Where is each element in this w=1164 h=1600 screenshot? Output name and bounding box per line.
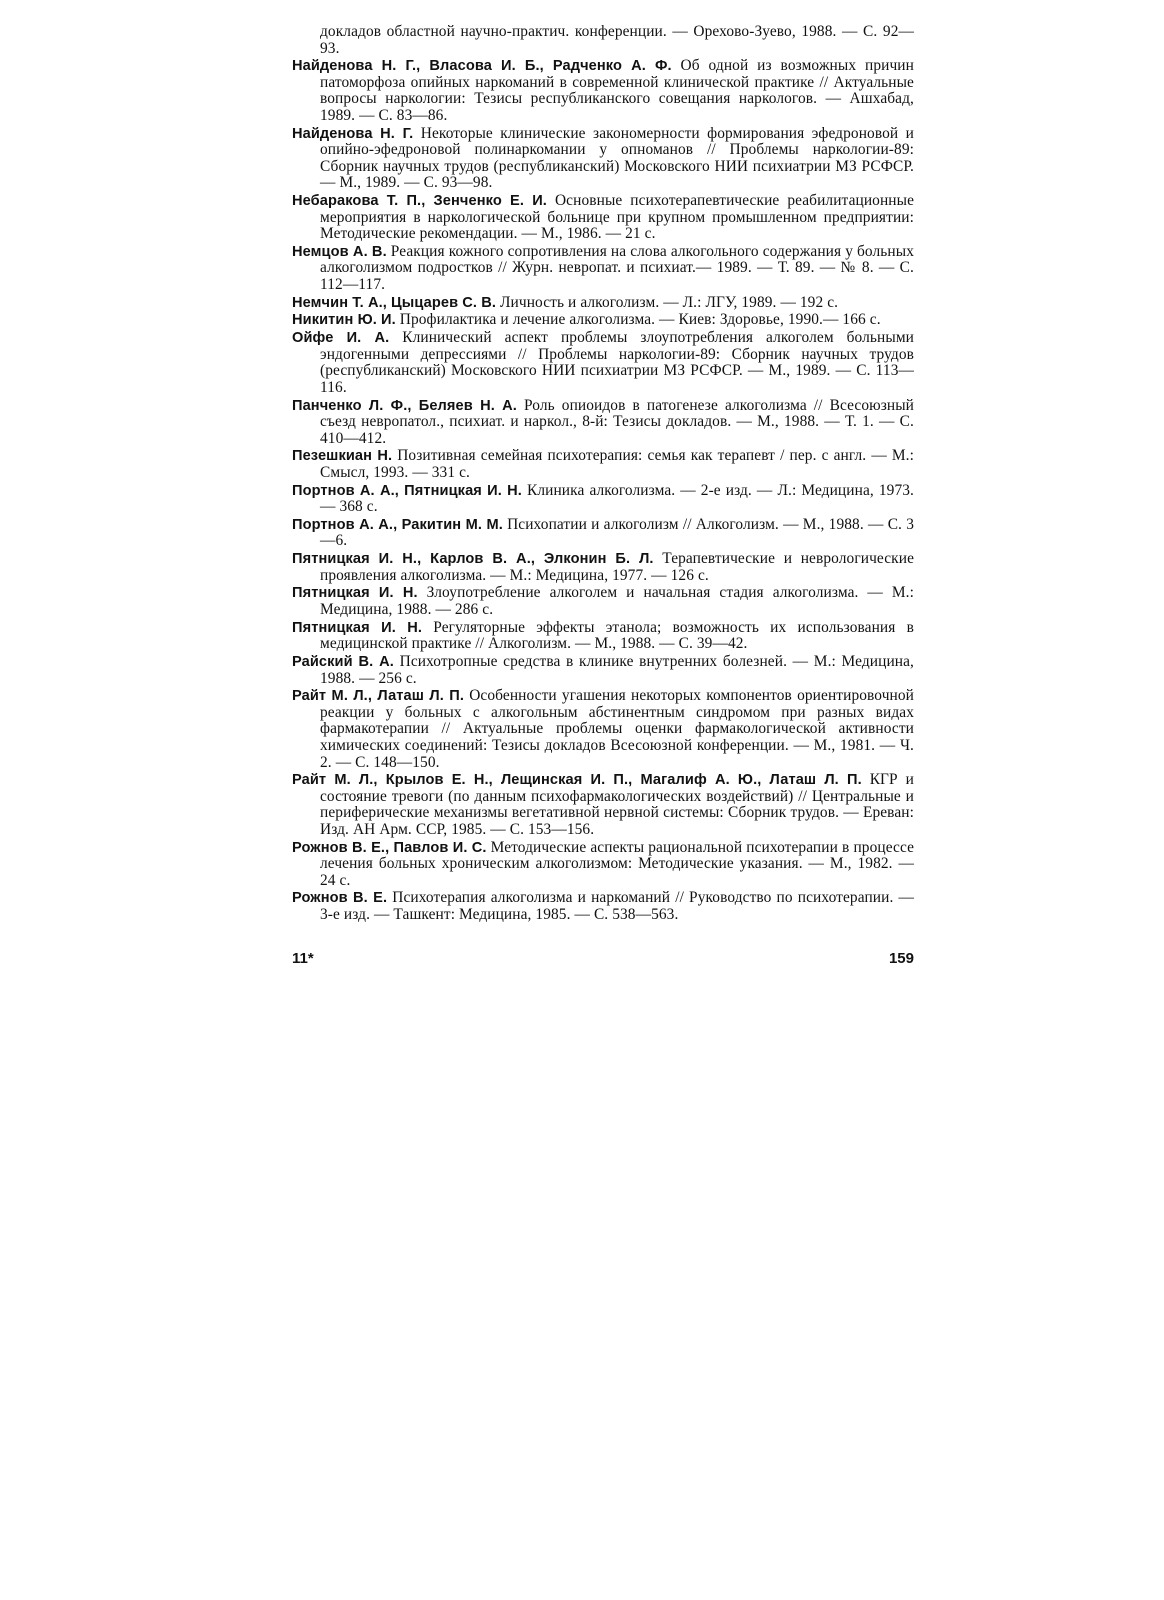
entry-author: Пятницкая И. Н. xyxy=(292,585,418,602)
entry-author: Немцов А. В. xyxy=(292,243,387,260)
bibliography-entry xyxy=(292,551,914,584)
entry-author: Райт М. Л., Крылов Е. Н., Лещинская И. П., Магалиф А. Ю., Латаш Л. П. xyxy=(292,772,862,789)
bibliography-entry xyxy=(292,772,914,838)
bibliography-entry xyxy=(292,312,914,329)
entry-author: Найденова Н. Г. xyxy=(292,125,414,142)
entry-author: Портнов А. А., Ракитин М. М. xyxy=(292,516,503,533)
bibliography-entries xyxy=(292,58,914,923)
bibliography-entry xyxy=(292,517,914,550)
bibliography-list xyxy=(292,24,914,925)
entry-author: Райт М. Л., Латаш Л. П. xyxy=(292,688,465,705)
entry-author: Найденова Н. Г., Власова И. Б., Радченко А. Ф. xyxy=(292,58,672,75)
entry-author: Рожнов В. Е., Павлов И. С. xyxy=(292,839,487,856)
entry-author: Пезешкиан Н. xyxy=(292,448,393,465)
entry-text: Роль опиоидов в патогенезе алкоголизма // Всесоюзный съезд невропатол., психиат. и наркол., 8-й: Тезисы докладов. — М., 1988. — Т. 1. — С. 410—412. xyxy=(320,396,915,447)
bibliography-entry xyxy=(292,585,914,618)
entry-author: Пятницкая И. Н., Карлов В. А., Элконин Б. Л. xyxy=(292,551,654,568)
bibliography-entry xyxy=(292,483,914,516)
entry-text: Личность и алкоголизм. — Л.: ЛГУ, 1989. — 192 с. xyxy=(500,293,839,311)
entry-text: КГР и состояние тревоги (по данным психофармакологических воздействий) // Центральные и периферические механизмы вегетативной нервной системы: Сборник трудов. — Ереван: Изд. АН Арм. ССР, 1985. — С. 153—156. xyxy=(320,771,914,838)
entry-author: Никитин Ю. И. xyxy=(292,312,396,329)
entry-text: Позитивная семейная психотерапия: семья как терапевт / пер. с англ. — М.: Смысл, 1993. — 331 с. xyxy=(320,447,914,481)
bibliography-entry xyxy=(292,448,914,481)
entry-text: Злоупотребление алкоголем и начальная стадия алкоголизма. — М.: Медицина, 1988. — 286 с. xyxy=(320,584,915,619)
entry-text: Профилактика и лечение алкоголизма. — Киев: Здоровье, 1990.— 166 с. xyxy=(399,311,881,329)
page-footer xyxy=(292,950,914,972)
entry-author: Пятницкая И. Н. xyxy=(292,619,423,636)
bibliography-entry xyxy=(292,620,914,653)
signature-mark: 11* xyxy=(292,950,314,967)
entry-text: Психотропные средства в клинике внутренних болезней. — М.: Медицина, 1988. — 256 с. xyxy=(320,653,914,687)
entry-text: Особенности угашения некоторых компонентов ориентировочной реакции у больных с алкогольным абстинентным синдромом при разных видах фармакотерапии // Актуальные проблемы оценки фармакологической активности химических соединений: Тезисы докладов Всесоюзной конференции. — М., 1981. — Ч. 2. — С. 148—150. xyxy=(320,687,915,771)
entry-text: Регуляторные эффекты этанола; возможность их использования в медицинской практике // Алкоголизм. — М., 1988. — С. 39—42. xyxy=(320,618,915,653)
entry-author: Райский В. А. xyxy=(292,654,394,671)
bibliography-entry xyxy=(292,126,914,192)
entry-author: Ойфе И. А. xyxy=(292,330,390,347)
bibliography-entry xyxy=(292,295,914,312)
bibliography-entry xyxy=(292,193,914,243)
entry-author: Панченко Л. Ф., Беляев Н. А. xyxy=(292,397,517,414)
page-number: 159 xyxy=(888,950,914,967)
bibliography-entry xyxy=(292,840,914,890)
bibliography-entry xyxy=(292,330,914,396)
entry-author: Портнов А. А., Пятницкая И. Н. xyxy=(292,482,522,499)
bibliography-entry xyxy=(292,244,914,294)
entry-text: Некоторые клинические закономерности формирования эфедроновой и опийно-эфедроновой полинаркомании у опноманов // Проблемы наркологии-89: Сборник научных трудов (республиканский) Московского НИИ психиатрии МЗ РСФСР. — М., 1989. — С. 93—98. xyxy=(320,124,914,192)
bibliography-entry xyxy=(292,398,914,448)
entry-text: Психопатии и алкоголизм // Алкоголизм. — М., 1988. — С. 3—6. xyxy=(320,515,915,550)
bibliography-entry xyxy=(292,890,914,923)
entry-text: Клинический аспект проблемы злоупотребления алкоголем больными эндогенными депрессиями // Проблемы наркологии-89: Сборник научных трудов (республиканский) Московского НИИ психиатрии МЗ РСФСР. — М., 1989. — С. 113—116. xyxy=(320,329,914,396)
entry-text: Реакция кожного сопротивления на слова алкогольного содержания у больных алкоголизмом подростков // Журн. невропат. и психиат.— 1989. — Т. 89. — № 8. — С. 112—117. xyxy=(320,242,914,293)
bibliography-continuation xyxy=(292,24,914,57)
entry-text: Об одной из возможных причин патоморфоза опийных наркоманий в современной клинической практике // Актуальные вопросы наркологии: Тезисы республиканского совещания наркологов. — Ашхабад, 1989. — С. 83—86. xyxy=(320,57,914,124)
entry-text: Терапевтические и неврологические проявления алкоголизма. — М.: Медицина, 1977. — 126 с. xyxy=(320,550,914,584)
entry-text: Психотерапия алкоголизма и наркоманий // Руководство по психотерапии. — 3-е изд. — Ташкент: Медицина, 1985. — С. 538—563. xyxy=(320,889,914,923)
entry-author: Небаракова Т. П., Зенченко Е. И. xyxy=(292,193,547,210)
entry-author: Немчин Т. А., Цыцарев С. В. xyxy=(292,294,497,311)
entry-author: Рожнов В. Е. xyxy=(292,890,388,907)
bibliography-entry xyxy=(292,654,914,687)
entry-text: Основные психотерапевтические реабилитационные мероприятия в наркологической больнице при крупном промышленном предприятии: Методические рекомендации. — М., 1986. — 21 с. xyxy=(320,192,915,243)
bibliography-entry xyxy=(292,688,914,771)
entry-text: Клиника алкоголизма. — 2-е изд. — Л.: Медицина, 1973. — 368 с. xyxy=(320,481,914,516)
bibliography-entry xyxy=(292,58,914,124)
entry-text: докладов областной научно-практич. конференции. — Орехово-Зуево, 1988. — С. 92—93. xyxy=(320,23,914,57)
entry-text: Методические аспекты рациональной психотерапии в процессе лечения больных хроническим алкоголизмом: Методические указания. — М., 1982. — 24 с. xyxy=(320,838,915,889)
